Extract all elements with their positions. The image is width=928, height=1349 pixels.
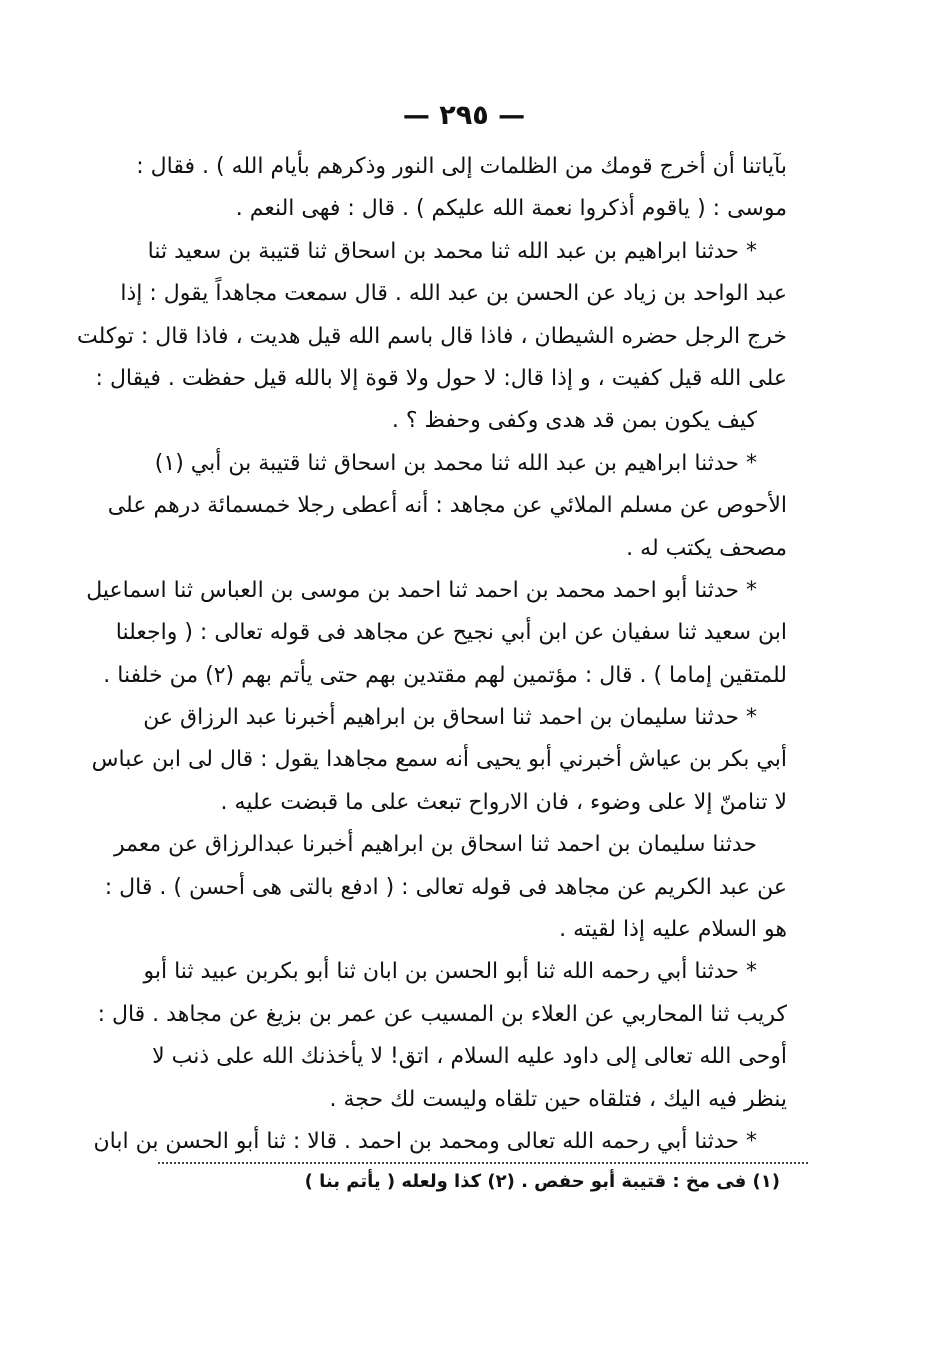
text-line: لا تنامنّ إلا على وضوء ، فان الارواح تبعث على ما قبضت عليه . [220, 789, 787, 815]
body-text [77, 146, 787, 1163]
text-line: كيف يكون بمن قد هدى وكفى وحفظ ؟ . [391, 408, 757, 434]
text-line: مصحف يكتب له . [626, 535, 787, 561]
text-line: خرج الرجل حضره الشيطان ، فاذا قال باسم الله قيل هديت ، فاذا قال : توكلت [77, 323, 787, 349]
text-line: على الله قيل كفيت ، و إذا قال: لا حول ولا قوة إلا بالله قيل حفظت . فيقال : [95, 365, 787, 391]
text-line: * حدثنا ابراهيم بن عبد الله ثنا محمد بن اسحاق ثنا قتيبة بن سعيد ثنا [147, 238, 757, 264]
text-line: عبد الواحد بن زياد عن الحسن بن عبد الله . قال سمعت مجاهداً يقول : إذا [120, 281, 787, 307]
text-line: * حدثنا أبي رحمه الله ثنا أبو الحسن بن ابان ثنا أبو بكربن عبيد ثنا أبو [143, 959, 757, 985]
text-line: عن عبد الكريم عن مجاهد فى قوله تعالى : ( ادفع بالتى هى أحسن ) . قال : [104, 874, 787, 900]
text-line: أوحى الله تعالى إلى داود عليه السلام ، اتق! لا يأخذنك الله على ذنب لا [152, 1044, 787, 1070]
footnote-divider [158, 1162, 808, 1164]
text-line: موسى : ( ياقوم أذكروا نعمة الله عليكم ) . قال : فهى النعم . [235, 196, 787, 222]
text-line: حدثنا سليمان بن احمد ثنا اسحاق بن ابراهيم أخبرنا عبدالرزاق عن معمر [113, 832, 757, 858]
text-line: ينظر فيه اليك ، فتلقاه حين تلقاه وليست لك حجة . [329, 1086, 787, 1112]
text-line: * حدثنا ابراهيم بن عبد الله ثنا محمد بن اسحاق ثنا قتيبة بن أبي (١) [154, 450, 757, 476]
text-line: كريب ثنا المحاربي عن العلاء بن المسيب عن عمر بن بزيغ عن مجاهد . قال : [97, 1001, 787, 1027]
text-line: ابن سعيد ثنا سفيان عن ابن أبي نجيح عن مجاهد فى قوله تعالى : ( واجعلنا [115, 620, 787, 646]
text-line: للمتقين إماما ) . قال : مؤتمين لهم مقتدين بهم حتى يأتم بهم (٢) من خلفنا . [103, 662, 787, 688]
footnote: (١) فى مخ : قتيبة أبو حفص . (٢) كذا ولعله ( يأتم بنا ) [304, 1171, 780, 1192]
text-line: الأحوص عن مسلم الملائي عن مجاهد : أنه أعطى رجلا خمسمائة درهم على [107, 493, 787, 519]
text-line: بآياتنا أن أخرج قومك من الظلمات إلى النور وذكرهم بأيام الله ) . فقال : [136, 154, 787, 179]
text-line: هو السلام عليه إذا لقيته . [559, 917, 787, 943]
text-line: * حدثنا أبو احمد محمد بن احمد ثنا احمد بن موسى بن العباس ثنا اسماعيل [86, 577, 757, 603]
text-line: * حدثنا سليمان بن احمد ثنا اسحاق بن ابراهيم أخبرنا عبد الرزاق عن [143, 705, 757, 731]
text-line: * حدثنا أبي رحمه الله تعالى ومحمد بن احمد . قالا : ثنا أبو الحسن بن ابان [93, 1128, 757, 1154]
page-number: — ٢٩٥ — [402, 100, 526, 131]
text-line: أبي بكر بن عياش أخبرني أبو يحيى أنه سمع مجاهدا يقول : قال لى ابن عباس [91, 747, 787, 773]
